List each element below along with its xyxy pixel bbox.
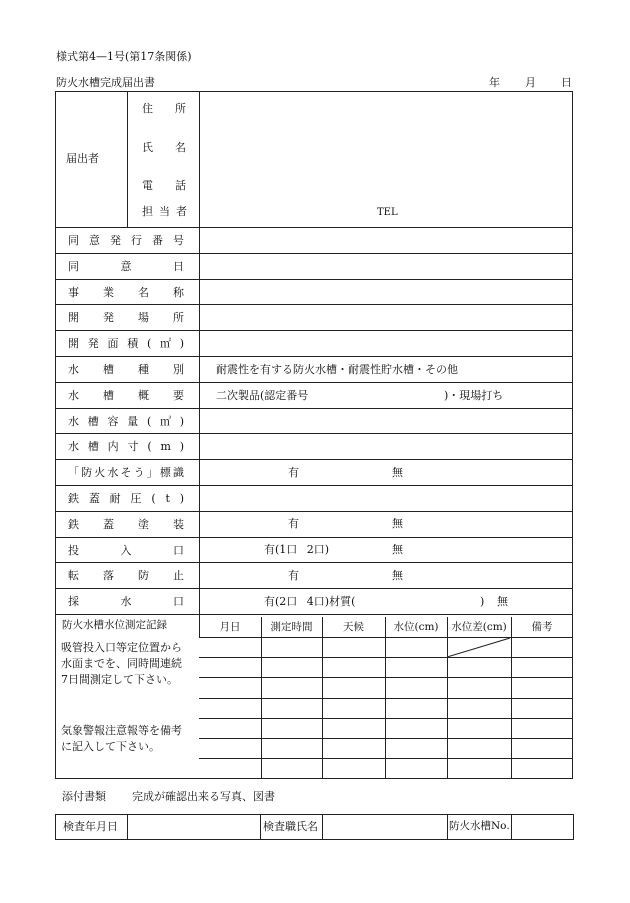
attachments-label: 添付書類 xyxy=(62,790,106,803)
name-label: 氏名 xyxy=(142,141,208,154)
sign-no: 無 xyxy=(392,466,403,479)
row-line xyxy=(55,279,573,280)
row-line xyxy=(55,433,573,434)
row-label: 開 発 面 積 ( ㎡ ) xyxy=(68,337,184,350)
measurement-header-line xyxy=(199,637,573,638)
measurement-label: 防火水槽水位測定記録 xyxy=(62,619,167,631)
measurement-row-line xyxy=(199,758,573,759)
date-day: 日 xyxy=(561,76,572,89)
row-line xyxy=(55,356,573,357)
row-label: 水 槽 内 寸 ( m ) xyxy=(68,440,184,453)
intake-no: 無 xyxy=(497,595,508,608)
measurement-col-header: 天候 xyxy=(343,621,364,633)
water-diff-diagonal xyxy=(447,637,511,658)
row-label: 同 意 日 xyxy=(68,260,184,273)
phone-label: 電話 xyxy=(142,179,208,192)
label-value-divider xyxy=(199,91,200,637)
table-bottom-border xyxy=(55,778,573,779)
inlet-yes-detail: 有(1口 2口) xyxy=(264,543,330,556)
measurement-row-line xyxy=(199,698,573,699)
address-label: 住所 xyxy=(142,102,208,115)
measurement-col-header: 水位(cm) xyxy=(393,621,439,633)
applicant-bottom-line xyxy=(55,227,573,228)
row-line xyxy=(55,330,573,331)
row-label: 転 落 防 止 xyxy=(68,569,184,582)
measurement-note-1: 吸管投入口等定位置から 水面までを、同時間連続 7日間測定して下さい。 xyxy=(61,641,182,686)
measurement-note-2: 気象警報注意報等を備考 に記入して下さい。 xyxy=(61,724,182,753)
tel-label: TEL xyxy=(377,207,398,218)
row-label: 水 槽 容 量 ( ㎥ ) xyxy=(68,415,184,428)
measurement-row-line xyxy=(199,657,573,658)
row-label: 同 意 発 行 番 号 xyxy=(68,234,184,247)
tank-no-label: 防火水槽No. xyxy=(449,820,510,832)
inspection-divider-4 xyxy=(447,814,448,839)
contact-label: 担当者 xyxy=(142,205,193,218)
measurement-col-header: 水位差(cm) xyxy=(451,621,507,633)
row-line xyxy=(55,588,573,589)
row-label: 投 入 口 xyxy=(68,544,184,557)
inspection-divider-5 xyxy=(511,814,512,839)
overview-prefix: 二次製品(認定番号 xyxy=(216,389,309,402)
paint-no: 無 xyxy=(392,517,403,530)
intake-close: ) xyxy=(480,595,485,608)
row-line xyxy=(55,459,573,460)
tank-type-value: 耐震性を有する防火水槽・耐震性貯水槽・その他 xyxy=(216,363,458,376)
row-line xyxy=(55,485,573,486)
applicant-inner-divider xyxy=(127,91,128,227)
inspection-divider-3 xyxy=(322,814,323,839)
row-label: 水 槽 概 要 xyxy=(68,389,184,402)
form-number: 様式第4—1号(第17条関係) xyxy=(56,50,192,63)
overview-suffix: )・現場打ち xyxy=(444,389,504,402)
applicant-group-label: 届出者 xyxy=(66,152,99,165)
inlet-no: 無 xyxy=(392,543,403,556)
row-label: 採 水 口 xyxy=(68,595,184,608)
measurement-col-header: 月日 xyxy=(219,621,241,633)
row-line xyxy=(55,408,573,409)
row-line xyxy=(55,614,573,615)
measurement-col-header: 備考 xyxy=(531,621,553,633)
form-title: 防火水槽完成届出書 xyxy=(56,76,155,89)
fall-no: 無 xyxy=(392,569,403,582)
row-label: 事 業 名 称 xyxy=(68,286,184,299)
measurement-row-line xyxy=(199,677,573,678)
row-line xyxy=(55,253,573,254)
row-line xyxy=(55,382,573,383)
fall-yes: 有 xyxy=(288,569,299,582)
intake-yes-detail: 有(2口 4口)材質( xyxy=(264,595,356,608)
row-line xyxy=(55,511,573,512)
table-top-border xyxy=(55,91,573,92)
measurement-col-header: 測定時間 xyxy=(270,621,313,633)
inspection-divider-2 xyxy=(260,814,261,839)
attachments-text: 完成が確認出来る写真、図書 xyxy=(132,790,275,803)
date-month: 月 xyxy=(525,76,536,89)
paint-yes: 有 xyxy=(288,517,299,530)
row-label: 「 防 火 水 そ う 」 標 識 xyxy=(68,466,184,479)
row-label: 水 槽 種 別 xyxy=(68,363,184,376)
sign-yes: 有 xyxy=(288,466,299,479)
date-year: 年 xyxy=(489,76,500,89)
row-label: 開 発 場 所 xyxy=(68,311,184,324)
inspection-date-label: 検査年月日 xyxy=(63,820,118,833)
table-right-border xyxy=(572,91,573,779)
row-line xyxy=(55,304,573,305)
inspector-label: 検査職氏名 xyxy=(263,820,318,833)
row-label: 鉄 蓋 耐 圧 ( t ) xyxy=(68,492,184,505)
row-line xyxy=(55,537,573,538)
row-line xyxy=(55,562,573,563)
inspection-divider-1 xyxy=(127,814,128,839)
table-left-border xyxy=(55,91,56,779)
measurement-row-line xyxy=(199,738,573,739)
measurement-row-line xyxy=(199,718,573,719)
row-label: 鉄 蓋 塗 装 xyxy=(68,518,184,531)
